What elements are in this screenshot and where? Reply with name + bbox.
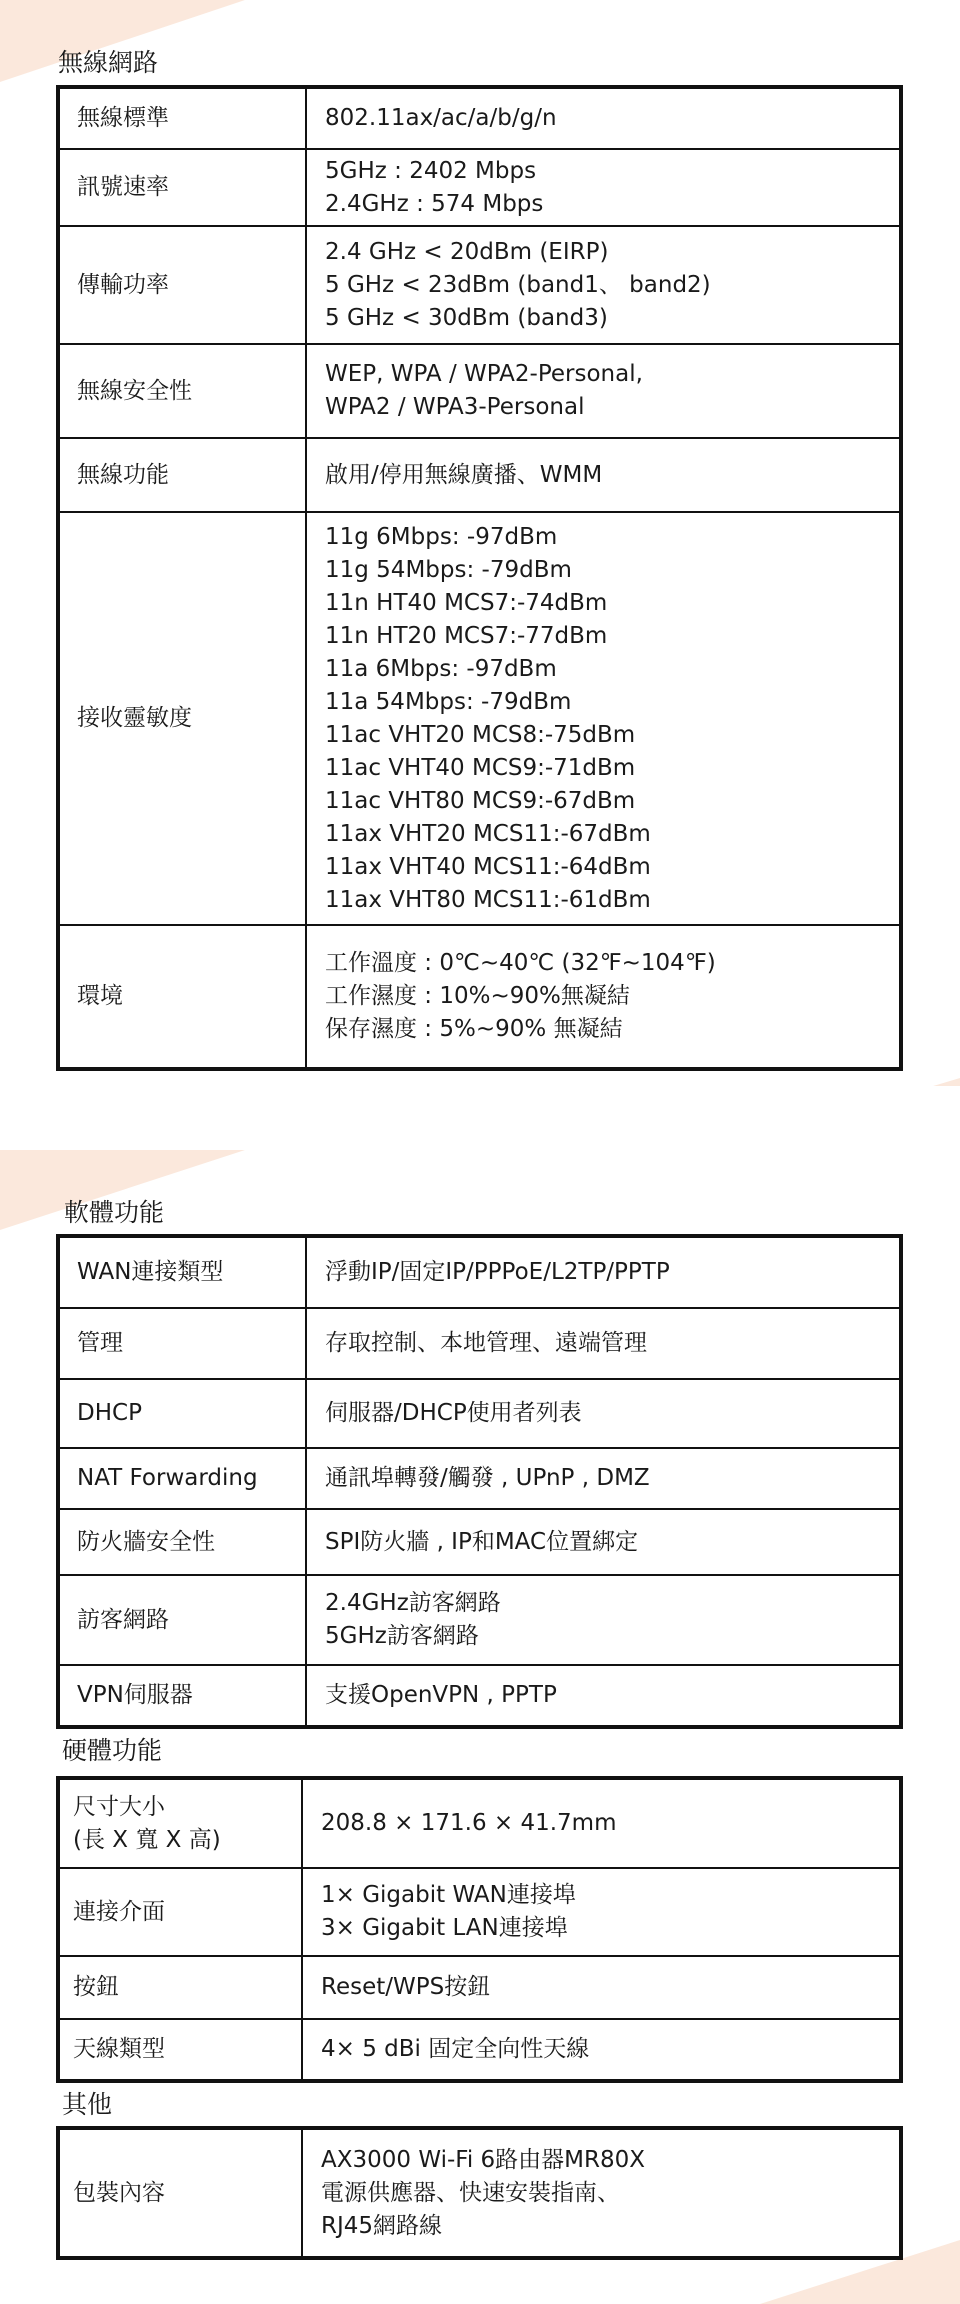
row-label: 接收靈敏度	[58, 512, 306, 925]
value-line: 啟用/停用無線廣播、WMM	[325, 461, 603, 488]
value-line: SPI防火牆 , IP和MAC位置綁定	[325, 1528, 639, 1555]
table-row	[58, 1448, 901, 1509]
table-row	[58, 226, 901, 344]
hardware-section-title: 硬體功能	[62, 1736, 163, 1765]
value-line: RJ45網路線	[321, 2212, 443, 2239]
row-label: 管理	[58, 1308, 306, 1379]
value-line: 11ax VHT80 MCS11:-61dBm	[325, 886, 651, 913]
table-row	[58, 925, 901, 1069]
section-gap	[0, 1086, 960, 1150]
value-line: 5 GHz < 23dBm (band1、 band2)	[325, 271, 711, 298]
label-line: 按鈕	[73, 1974, 119, 2000]
row-value	[306, 1509, 901, 1575]
value-line: WEP, WPA / WPA2-Personal,	[325, 361, 643, 387]
value-line: 11ac VHT20 MCS8:-75dBm	[325, 721, 636, 748]
row-value	[302, 2128, 901, 2258]
row-label: VPN伺服器	[58, 1665, 306, 1727]
row-value	[306, 149, 901, 226]
row-value	[302, 1778, 901, 1868]
value-line: 11ax VHT40 MCS11:-64dBm	[325, 853, 651, 880]
value-line: 5GHz : 2402 Mbps	[325, 157, 537, 184]
value-line: 電源供應器、快速安裝指南、	[321, 2179, 620, 2206]
table-row	[58, 87, 901, 149]
row-label: 無線安全性	[58, 344, 306, 438]
table-row	[58, 149, 901, 226]
value-line: 11a 54Mbps: -79dBm	[325, 688, 572, 715]
value-line: 11ac VHT40 MCS9:-71dBm	[325, 754, 636, 781]
value-line: 通訊埠轉發/觸發 , UPnP , DMZ	[325, 1465, 650, 1491]
value-line: 11n HT40 MCS7:-74dBm	[325, 589, 608, 616]
row-label: DHCP	[58, 1379, 306, 1448]
value-line: 工作濕度 : 10%~90%無凝結	[325, 983, 630, 1009]
row-label: 包裝內容	[58, 2128, 302, 2258]
row-value	[306, 226, 901, 344]
row-value	[306, 1236, 901, 1308]
table-row	[58, 1379, 901, 1448]
row-value	[306, 438, 901, 512]
value-line: 208.8 × 171.6 × 41.7mm	[321, 1810, 617, 1836]
value-line: 2.4 GHz < 20dBm (EIRP)	[325, 238, 609, 265]
row-value	[306, 925, 901, 1069]
value-line: 保存濕度 : 5%~90% 無凝結	[325, 1016, 623, 1042]
row-label: 環境	[58, 925, 306, 1069]
table-row	[58, 438, 901, 512]
row-label: 無線標準	[58, 87, 306, 149]
row-label: 傳輸功率	[58, 226, 306, 344]
value-line: 11g 6Mbps: -97dBm	[325, 523, 558, 550]
table-row	[58, 1236, 901, 1308]
table-row	[58, 1509, 901, 1575]
row-value	[306, 1308, 901, 1379]
row-label	[58, 1956, 302, 2019]
wireless-spec-table	[56, 85, 903, 1071]
table-row	[58, 344, 901, 438]
software-spec-table	[56, 1234, 903, 1729]
hardware-spec-table	[56, 1776, 903, 2083]
value-line: 1× Gigabit WAN連接埠	[321, 1882, 576, 1908]
row-label	[58, 2019, 302, 2081]
label-line: (長 X 寬 X 高)	[73, 1826, 221, 1853]
table-row	[58, 1308, 901, 1379]
row-label	[58, 1868, 302, 1956]
table-row	[58, 1665, 901, 1727]
row-label: 防火牆安全性	[58, 1509, 306, 1575]
table-row	[58, 2019, 901, 2081]
row-value	[306, 1448, 901, 1509]
value-line: 11ac VHT80 MCS9:-67dBm	[325, 787, 636, 814]
table-row	[58, 1956, 901, 2019]
label-line: 連接介面	[73, 1898, 165, 1925]
row-value	[306, 87, 901, 149]
row-value	[302, 1956, 901, 2019]
row-label: 訊號速率	[58, 149, 306, 226]
value-line: 2.4GHz訪客網路	[325, 1590, 501, 1616]
value-line: 5GHz訪客網路	[325, 1623, 479, 1649]
label-line: 尺寸大小	[73, 1793, 165, 1820]
row-value	[302, 2019, 901, 2081]
value-line: AX3000 Wi-Fi 6路由器MR80X	[321, 2146, 645, 2173]
value-line: 支援OpenVPN , PPTP	[325, 1682, 557, 1708]
value-line: 伺服器/DHCP使用者列表	[325, 1400, 582, 1426]
value-line: 11a 6Mbps: -97dBm	[325, 655, 557, 682]
row-value	[306, 512, 901, 925]
value-line: 3× Gigabit LAN連接埠	[321, 1915, 568, 1941]
label-line: 天線類型	[73, 2036, 165, 2062]
row-value	[306, 1575, 901, 1665]
row-label: 訪客網路	[58, 1575, 306, 1665]
row-value	[306, 344, 901, 438]
value-line: 11n HT20 MCS7:-77dBm	[325, 622, 608, 649]
table-row	[58, 1575, 901, 1665]
value-line: 11ax VHT20 MCS11:-67dBm	[325, 820, 651, 847]
table-row	[58, 2128, 901, 2258]
other-section-title: 其他	[62, 2090, 113, 2119]
value-line: 2.4GHz : 574 Mbps	[325, 190, 544, 217]
software-section-title: 軟體功能	[64, 1198, 165, 1227]
value-line: 4× 5 dBi 固定全向性天線	[321, 2036, 590, 2062]
other-spec-table	[56, 2126, 903, 2260]
value-line: Reset/WPS按鈕	[321, 1974, 491, 2000]
row-label: NAT Forwarding	[58, 1448, 306, 1509]
value-line: 5 GHz < 30dBm (band3)	[325, 304, 608, 331]
value-line: 存取控制、本地管理、遠端管理	[325, 1330, 647, 1356]
row-value	[306, 1379, 901, 1448]
value-line: WPA2 / WPA3-Personal	[325, 394, 585, 420]
value-line: 浮動IP/固定IP/PPPoE/L2TP/PPTP	[325, 1259, 670, 1285]
value-line: 11g 54Mbps: -79dBm	[325, 556, 572, 583]
table-row	[58, 1778, 901, 1868]
value-line: 工作溫度 : 0℃~40℃ (32℉~104℉)	[325, 950, 716, 976]
row-value	[302, 1868, 901, 1956]
row-label: 無線功能	[58, 438, 306, 512]
row-value	[306, 1665, 901, 1727]
table-row	[58, 512, 901, 925]
row-label: WAN連接類型	[58, 1236, 306, 1308]
row-label	[58, 1778, 302, 1868]
table-row	[58, 1868, 901, 1956]
value-line: 802.11ax/ac/a/b/g/n	[325, 105, 557, 131]
wireless-section-title: 無線網路	[58, 48, 159, 77]
